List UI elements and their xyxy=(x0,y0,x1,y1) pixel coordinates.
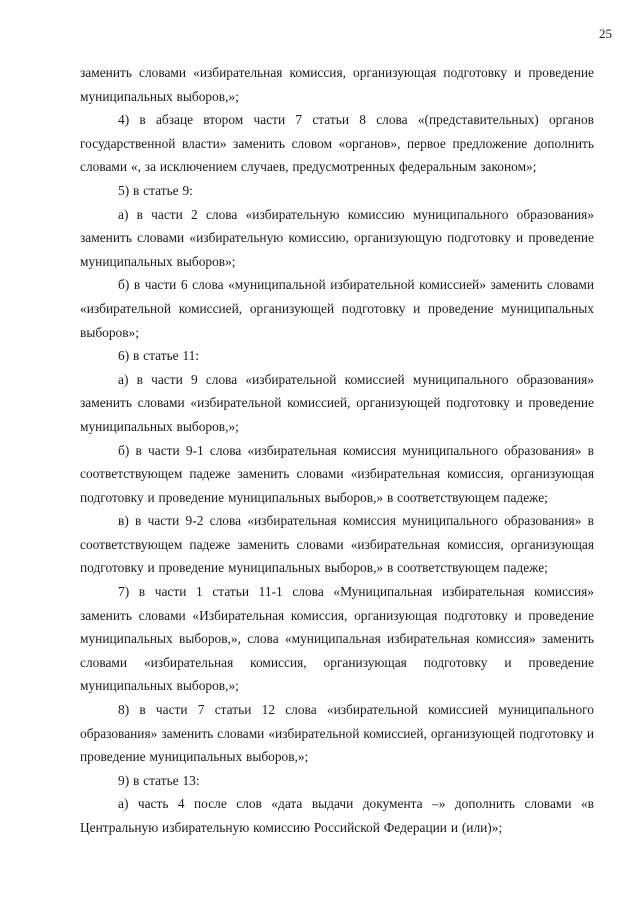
paragraph-item-6v: в) в части 9-2 слова «избирательная комиссия муниципального образования» в соответствующем падеже заменить словами «избирательная комиссия, организующая подготовку и проведение муниципальных выборов,» в соответствующем падеже; xyxy=(80,513,594,576)
paragraph-continuation: заменить словами «избирательная комиссия, организующая подготовку и проведение муниципальных выборов,»; xyxy=(80,65,594,104)
paragraph-item-8: 8) в части 7 статьи 12 слова «избирательной комиссией муниципального образования» заменить словами «избирательной комиссией, организующей подготовку и проведение муниципальных выборов,»; xyxy=(80,702,594,765)
paragraph-item-6: 6) в статье 11: xyxy=(118,348,200,364)
paragraph-item-7: 7) в части 1 статьи 11-1 слова «Муниципальная избирательная комиссия» заменить словами «Избирательная комиссия, организующая подготовку и проведение муниципальных выборов,», слова «муниципальная избирательная комиссия» заменить словами «избирательная комиссия, организующая подготовку и проведение муниципальных выборов,»; xyxy=(80,584,594,694)
paragraph-item-5b: б) в части 6 слова «муниципальной избирательной комиссией» заменить словами «избирательной комиссией, организующей подготовку и проведение муниципальных выборов»; xyxy=(80,277,594,340)
document-body xyxy=(80,61,594,840)
paragraph-item-5a: а) в части 2 слова «избирательную комиссию муниципального образования» заменить словами «избирательную комиссию, организующую подготовку и проведение муниципальных выборов»; xyxy=(80,206,594,269)
paragraph-item-6a: а) в части 9 слова «избирательной комиссией муниципального образования» заменить словами «избирательной комиссией, организующей подготовку и проведение муниципальных выборов,»; xyxy=(80,371,594,434)
paragraph-item-9: 9) в статье 13: xyxy=(118,772,200,788)
page-number: 25 xyxy=(599,26,612,41)
paragraph-item-4: 4) в абзаце втором части 7 статьи 8 слова «(представительных) органов государственной власти» заменить словом «органов», первое предложение дополнить словами «, за исключением случаев, предусмотренных федеральным законом»; xyxy=(80,112,594,175)
paragraph-item-5: 5) в статье 9: xyxy=(118,182,193,198)
paragraph-item-9a: а) часть 4 после слов «дата выдачи документа –» дополнить словами «в Центральную избирательную комиссию Российской Федерации и (или)»; xyxy=(80,796,594,835)
paragraph-item-6b: б) в части 9-1 слова «избирательная комиссия муниципального образования» в соответствующем падеже заменить словами «избирательная комиссия, организующая подготовку и проведение муниципальных выборов,» в соответствующем падеже; xyxy=(80,442,594,505)
